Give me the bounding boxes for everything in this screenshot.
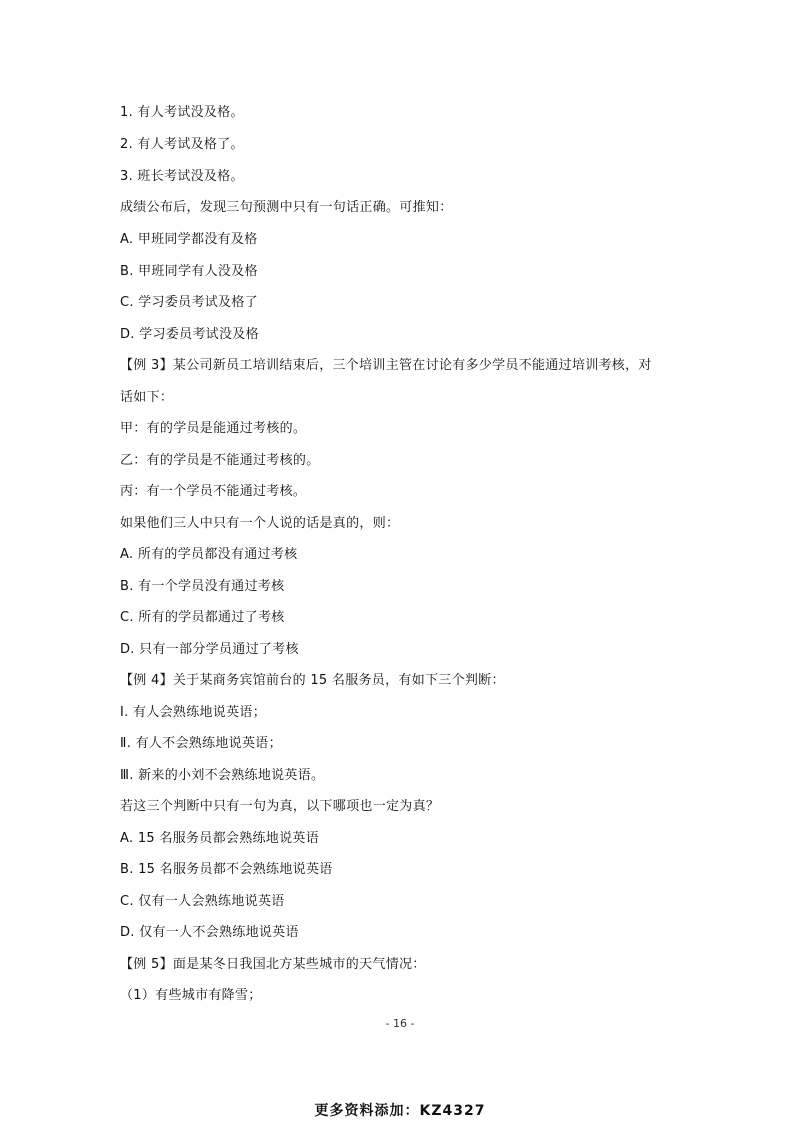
text-line: （1）有些城市有降雪；: [120, 988, 262, 1003]
text-line: 话如下：: [120, 390, 174, 405]
text-line: A. 甲班同学都没有及格: [120, 232, 258, 247]
text-line: A. 所有的学员都没有通过考核: [120, 547, 298, 562]
text-line: C. 所有的学员都通过了考核: [120, 610, 285, 625]
text-line: Ⅰ. 有人会熟练地说英语；: [120, 705, 266, 720]
text-line: D. 只有一部分学员通过了考核: [120, 642, 299, 657]
text-line: Ⅱ. 有人不会熟练地说英语；: [120, 736, 282, 751]
text-line: 【例 5】面是某冬日我国北方某些城市的天气情况：: [120, 957, 426, 972]
text-line: D. 仅有一人不会熟练地说英语: [120, 925, 299, 940]
text-line: 1. 有人考试没及格。: [120, 105, 244, 120]
text-line: A. 15 名服务员都会熟练地说英语: [120, 831, 320, 846]
text-line: D. 学习委员考试没及格: [120, 327, 259, 342]
footer-ad-text: 更多资料添加：KZ4327: [314, 1103, 486, 1119]
text-line: B. 有一个学员没有通过考核: [120, 579, 285, 594]
text-line: 【例 3】某公司新员工培训结束后，三个培训主管在讨论有多少学员不能通过培训考核，对: [120, 358, 652, 373]
text-line: B. 甲班同学有人没及格: [120, 264, 258, 279]
text-line: 若这三个判断中只有一句为真，以下哪项也一定为真？: [120, 799, 440, 814]
text-line: 3. 班长考试没及格。: [120, 169, 244, 184]
text-line: Ⅲ. 新来的小刘不会熟练地说英语。: [120, 768, 325, 783]
text-line: C. 仅有一人会熟练地说英语: [120, 894, 285, 909]
text-line: 乙：有的学员是不能通过考核的。: [120, 453, 320, 468]
text-line: 成绩公布后，发现三句预测中只有一句话正确。可推知：: [120, 200, 453, 215]
text-line: 如果他们三人中只有一个人说的话是真的，则：: [120, 516, 400, 531]
text-line: 2. 有人考试及格了。: [120, 137, 244, 152]
page-number: - 16 -: [385, 1017, 415, 1030]
text-line: 甲：有的学员是能通过考核的。: [120, 421, 307, 436]
text-line: 【例 4】关于某商务宾馆前台的 15 名服务员，有如下三个判断：: [120, 673, 505, 688]
text-line: 丙：有一个学员不能通过考核。: [120, 484, 307, 499]
text-line: B. 15 名服务员都不会熟练地说英语: [120, 862, 333, 877]
text-line: C. 学习委员考试及格了: [120, 295, 258, 310]
